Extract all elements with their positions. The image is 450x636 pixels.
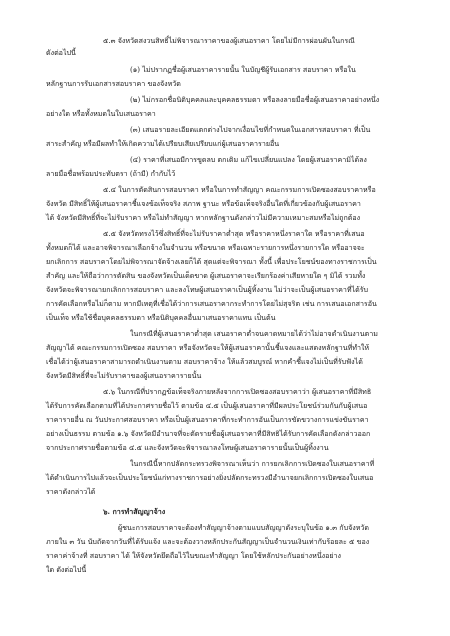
text-line: ในกรณีนี้หากปลัดกระทรวงพิจารณาเห็นว่า การยกเลิกการเปิดซองใบเสนอราคาที่ (130, 459, 375, 468)
text-line: (๒) ไม่กรอกชื่อนิติบุคคลและบุคคลธรรมดา หรือลงลายมือชื่อผู้เสนอราคาอย่างหนึ่ง (130, 95, 380, 104)
text-line: สำคัญ และให้ถือว่าการตัดสิน ของจังหวัดเป็นเด็ดขาด ผู้เสนอราคาจะเรียกร้องค่าเสียหายใด ๆ มิได้ รวมทั้ง (46, 271, 366, 280)
text-line: สาระสำคัญ หรือมีผลทำให้เกิดความได้เปรียบเสียเปรียบแก่ผู้เสนอราคารายอื่น (46, 139, 280, 148)
text-line: ยกเลิกการ สอบราคาโดยไม่พิจารณาจัดจ้างเลยก็ได้ สุดแต่จะพิจารณา ทั้งนี้ เพื่อประโยชน์ของทางราชการเป็น (46, 257, 377, 266)
text-line: ผู้ชนะการสอบราคาจะต้องทำสัญญาจ้างตามแบบสัญญาดังระบุในข้อ ๑.๓ กับจังหวัด (118, 523, 369, 532)
text-line: จังหวัด มีสิทธิ์ให้ผู้เสนอราคาชี้แจงข้อเท็จจริง สภาพ ฐานะ หรือข้อเท็จจริงอื่นใดที่เกี่ยวข้องกับผู้เสนอราคา (46, 199, 361, 208)
text-line: (๓) เสนอรายละเอียดแตกต่างไปจากเงื่อนไขที่กำหนดในเอกสารสอบราคา ที่เป็น (130, 125, 371, 134)
text-line: จากประกาศรายชื่อตามข้อ ๔.๕ และจังหวัดจะพิจารณาลงโทษผู้เสนอราคารายนั้นเป็นผู้ทิ้งงาน (46, 443, 329, 452)
text-line: เชื่อได้ว่าผู้เสนอราคาสามารถดำเนินงานตาม สอบราคาจ้าง ให้แล้วสมบูรณ์ หากคำชี้แจงไม่เป็นที่รับฟังได้ (46, 357, 363, 366)
text-line: ได้รับการคัดเลือกตามที่ได้ประกาศรายชื่อไว้ ตามข้อ ๔.๕ เป็นผู้เสนอราคาที่มีผลประโยชน์ร่วมกันกับผู้เสนอ (46, 401, 368, 410)
text-line: ๕.๓ จังหวัดสงวนสิทธิ์ไม่พิจารณาราคาของผู้เสนอราคา โดยไม่มีการผ่อนผันในกรณี (103, 36, 355, 45)
text-line: (๑) ไม่ปรากฏชื่อผู้เสนอราคารายนั้น ในบัญชีผู้รับเอกสาร สอบราคา หรือใน (130, 65, 356, 74)
text-line: จังหวัดจะพิจารณายกเลิกการสอบราคา และลงโทษผู้เสนอราคาเป็นผู้ทิ้งงาน ไม่ว่าจะเป็นผู้เสนอราคาที่ได้รับ (46, 285, 369, 294)
text-line: การคัดเลือกหรือไม่ก็ตาม หากมีเหตุที่เชื่อได้ว่าการเสนอราคากระทำการโดยไม่สุจริต เช่น การเสนอเอกสารอัน (46, 299, 377, 308)
text-line: อย่างใด หรือทั้งหมดในใบเสนอราคา (46, 109, 156, 118)
text-line: ๕.๕ จังหวัดทรงไว้ซึ่งสิทธิ์ที่จะไม่รับราคาต่ำสุด หรือราคาหนึ่งราคาใด หรือราคาที่เสนอ (103, 229, 365, 238)
text-line: สัญญาได้ คณะกรรมการเปิดซอง สอบราคา หรือจังหวัดจะให้ผู้เสนอราคานั้นชี้แจงและแสดงหลักฐานที่ทำให้ (46, 343, 370, 352)
text-line: ๕.๔ ในการตัดสินการสอบราคา หรือในการทำสัญญา คณะกรรมการเปิดซองสอบราคาหรือ (103, 185, 376, 194)
text-line: อย่างเป็นธรรม ตามข้อ ๑.๖ จังหวัดมีอำนาจที่จะตัดรายชื่อผู้เสนอราคาที่มีสิทธิได้รับการคัดเลือกดังกล่าวออก (46, 429, 371, 438)
text-line: ใด ดังต่อไปนี้ (46, 565, 87, 574)
text-line: ราคาดังกล่าวได้ (46, 487, 96, 496)
text-line: ได้ดำเนินการไปแล้วจะเป็นประโยชน์แก่ทางราชการอย่างยิ่งปลัดกระทรวงมีอำนาจยกเลิกการเปิดซองใบเสนอ (46, 473, 374, 482)
section-heading: ๖. การทำสัญญาจ้าง (103, 507, 166, 516)
text-line: ดังต่อไปนี้ (46, 48, 76, 57)
text-line: ในกรณีที่ผู้เสนอราคาต่ำสุด เสนอราคาต่ำจนคาดหมายได้ว่าไม่อาจดำเนินงานตาม (130, 329, 378, 338)
text-line: ได้ จังหวัดมีสิทธิ์ที่จะไม่รับราคา หรือไม่ทำสัญญา หากหลักฐานดังกล่าวไม่มีความเหมาะสมหรือไม่ถูกต้อง (46, 213, 361, 222)
text-line: จังหวัดมีสิทธิ์ที่จะไม่รับราคาของผู้เสนอราคารายนั้น (46, 371, 202, 380)
text-line: หลักฐานการรับเอกสารสอบราคา ของจังหวัด (46, 79, 181, 88)
text-line: ภายใน ๓ วัน นับถัดจากวันที่ได้รับแจ้ง และจะต้องวางหลักประกันสัญญาเป็นจำนวนเงินเท่ากับร้อยละ ๕ ของ (46, 537, 370, 546)
text-line: ๕.๖ ในกรณีที่ปรากฏข้อเท็จจริงภายหลังจากการเปิดซองสอบราคาว่า ผู้เสนอราคาที่มีสิทธิ (103, 387, 372, 396)
text-line: ราคาค่าจ้างที่ สอบราคา ได้ ให้จังหวัดยึดถือไว้ในขณะทำสัญญา โดยใช้หลักประกันอย่างหนึ่งอย่าง (46, 551, 342, 560)
text-line: (๔) ราคาที่เสนอมีการขูดลบ ตกเติม แก้ไขเปลี่ยนแปลง โดยผู้เสนอราคามิได้ลง (130, 155, 367, 164)
text-line: ราคารายอื่น ณ วันประกาศสอบราคา หรือเป็นผู้เสนอราคาที่กระทำการอันเป็นการขัดขวางการแข่งขันราคา (46, 415, 369, 424)
text-line: เป็นเท็จ หรือใช้ชื่อบุคคลธรรมดา หรือนิติบุคคลอื่นมาเสนอราคาแทน เป็นต้น (46, 313, 276, 322)
text-line: ทั้งหมดก็ได้ และอาจพิจารณาเลือกจ้างในจำนวน หรือขนาด หรือเฉพาะรายการหนึ่งรายการใด หรืออาจจะ (46, 243, 365, 252)
text-line: ลายมือชื่อพร้อมประทับตรา (ถ้ามี) กำกับไว้ (46, 169, 176, 178)
